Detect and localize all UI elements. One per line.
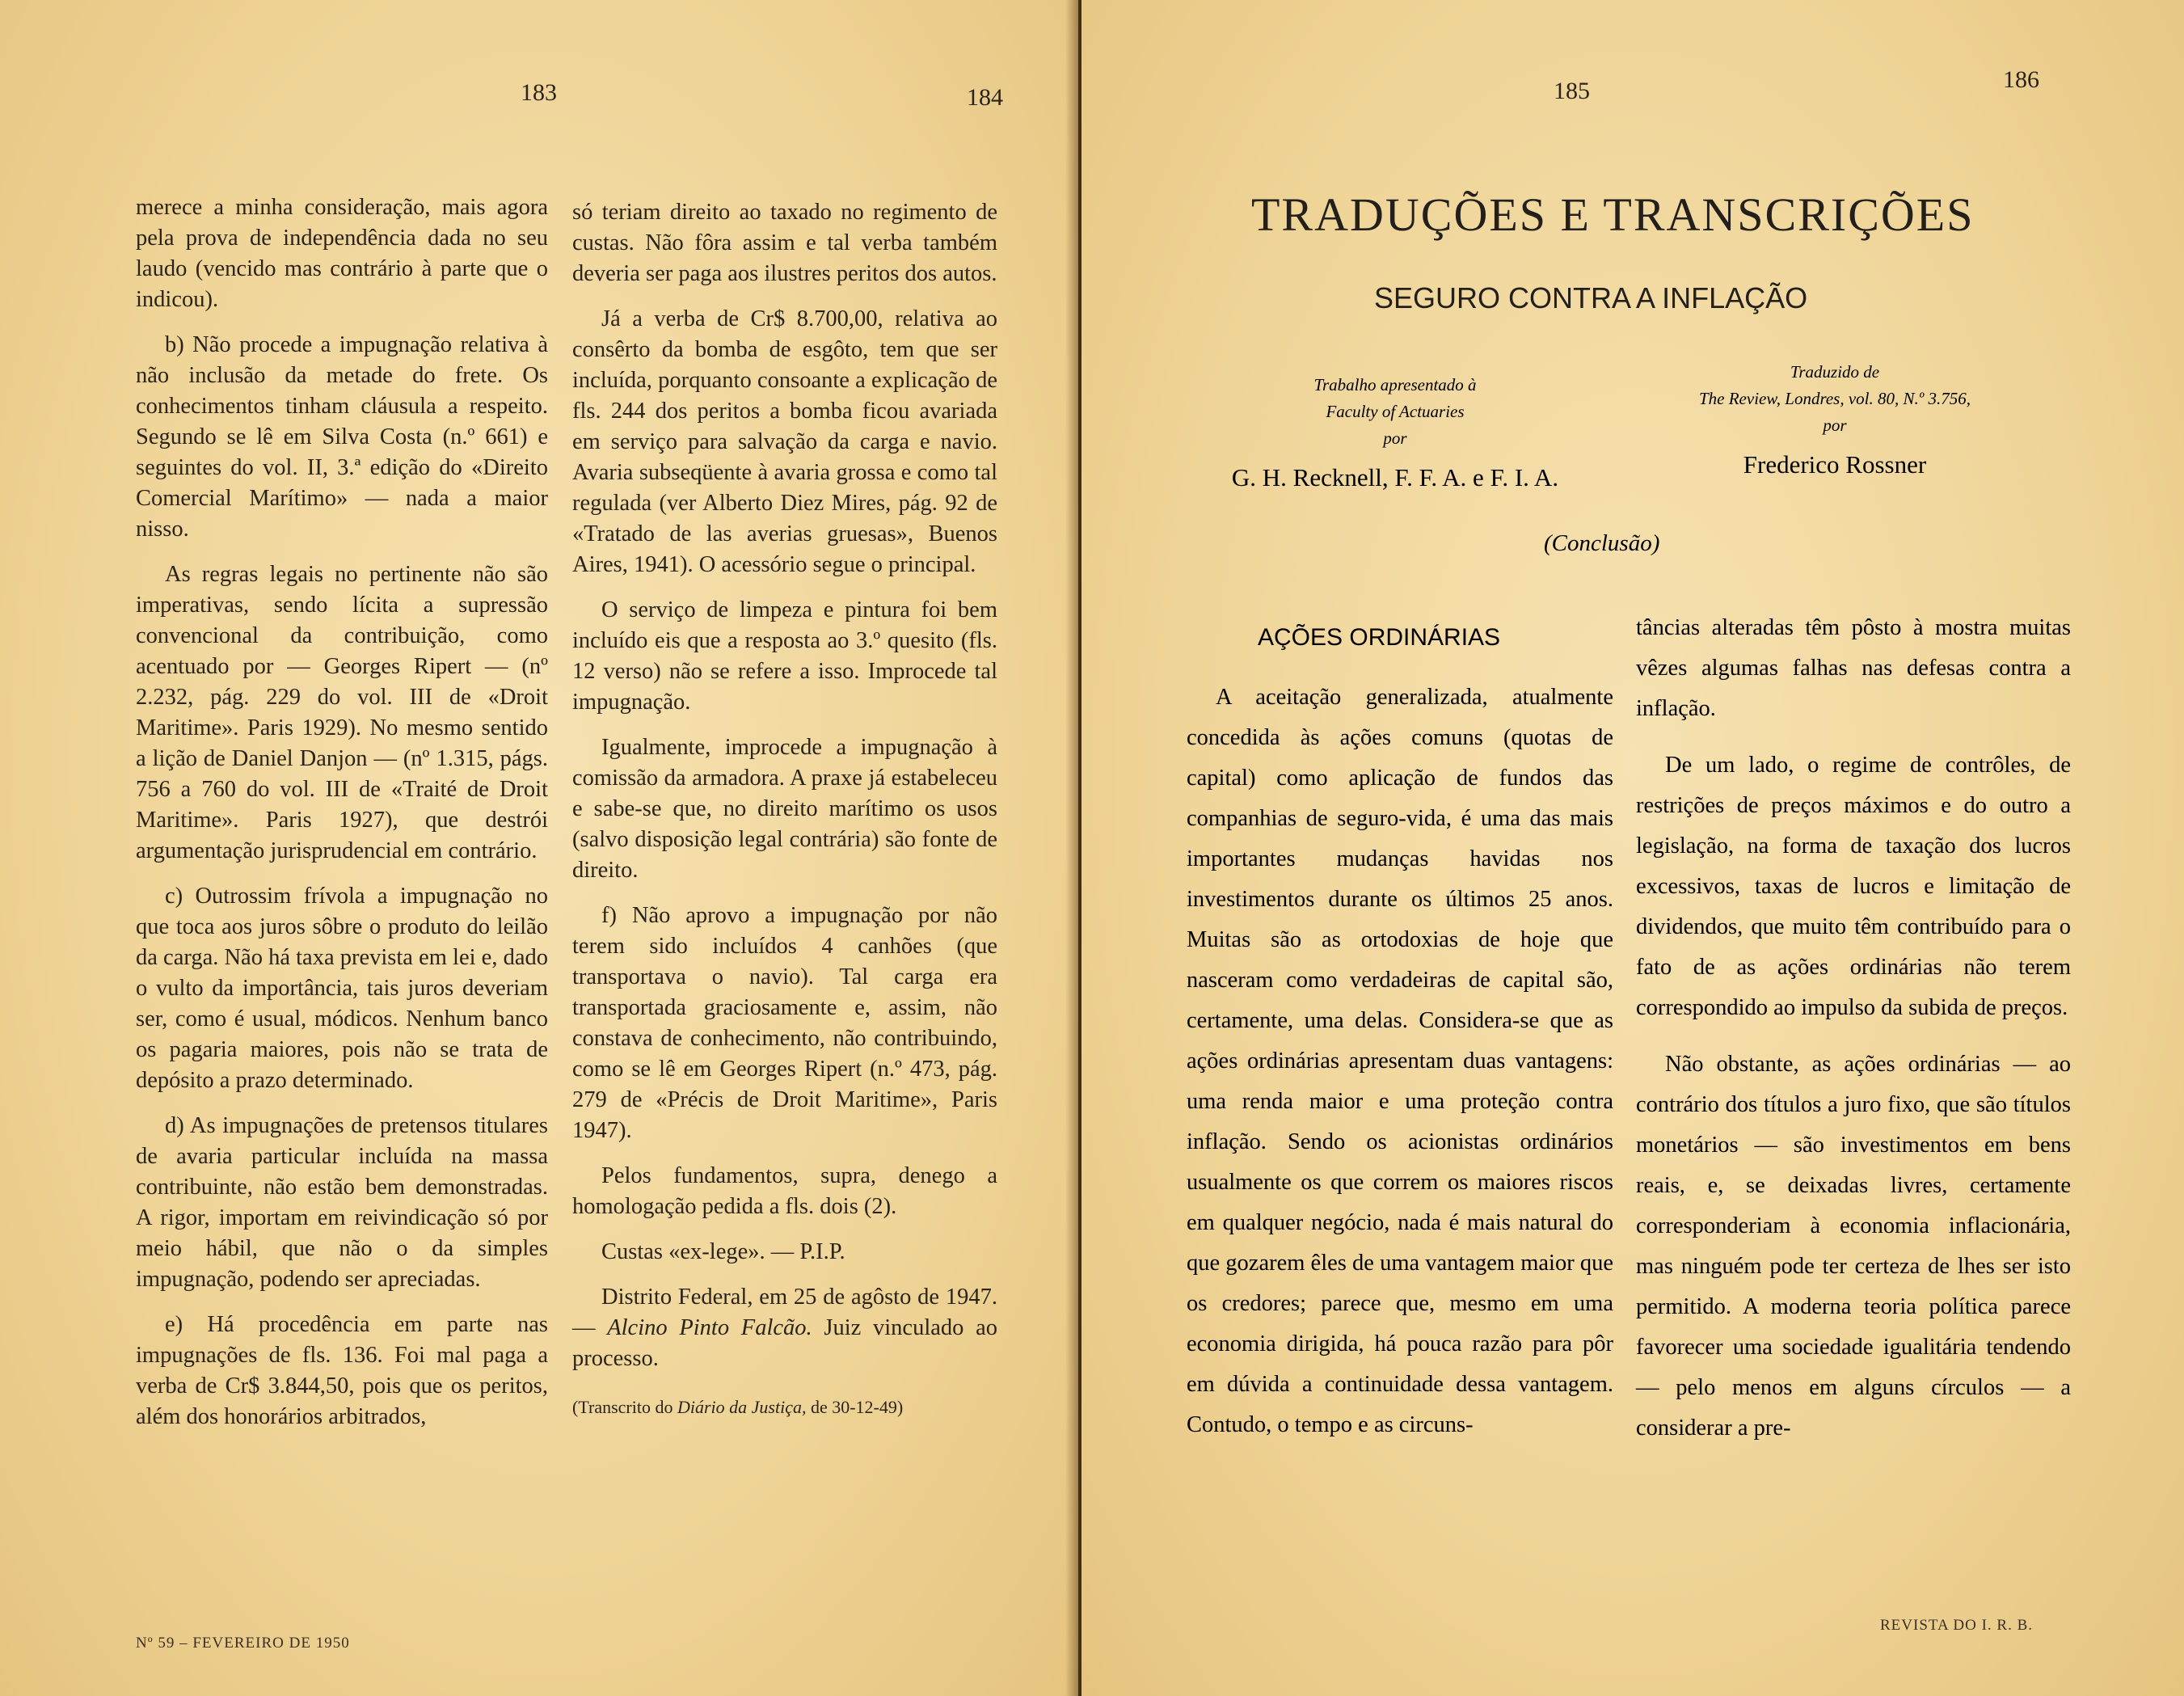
paragraph: Pelos fundamentos, supra, denego a homologação pedida a fls. dois (2). [572, 1163, 997, 1219]
author-credit: Trabalho apresentado à Faculty of Actuaries por G. H. Recknell, F. F. A. e F. I. A. [1193, 372, 1597, 496]
translator-credit: Traduzido de The Review, Londres, vol. 80, N.º 3.756, por Frederico Rossner [1625, 359, 2045, 483]
author-name: G. H. Recknell, F. F. A. e F. I. A. [1231, 463, 1559, 492]
page-number-183: 183 [521, 79, 557, 106]
article-title: SEGURO CONTRA A INFLAÇÃO [1374, 281, 1808, 314]
column-page-186 [1636, 608, 2071, 1465]
subsection-title: AÇÕES ORDINÁRIAS [1258, 624, 1501, 651]
paragraph: só teriam direito ao taxado no regimento de custas. Não fôra assim e tal verba também deveria ser paga aos ilustres peritos dos autos. [572, 200, 997, 286]
column-page-183 [136, 192, 548, 1447]
left-page [0, 0, 1078, 1696]
paragraph: Já a verba de Cr$ 8.700,00, relativa ao consêrto da bomba de esgôto, tem que ser incluída, porquanto consoante a explicação de fls. 244 dos peritos a bomba ficou avariada em serviço para salvação da carga e navio. Avaria subseqüente à avaria grossa e como tal regulada (ver Alberto Diez Mires, pág. 92 de «Tratado de las averias gruesas», Buenos Aires, 1941). O acessório segue o principal. [572, 306, 997, 577]
paragraph: Igualmente, improcede a impugnação à comissão da armadora. A praxe já estabeleceu e sabe-se que, no direito marítimo os usos (salvo disposição legal contrária) são fonte de direito. [572, 735, 997, 883]
paragraph: merece a minha consideração, mais agora pela prova de independência dada no seu laudo (vencido mas contrário à parte que o indicou). [136, 195, 548, 312]
page-number-185: 185 [1554, 78, 1590, 104]
paragraph: Não obstante, as ações ordinárias — ao contrário dos títulos a juro fixo, que são títulos monetários — são investimentos em bens reais, e, se deixadas livres, certamente corresponderiam à economia inflacionária, mas ninguém pode ter certeza de lhes ser isto permitido. A moderna teoria política parece favorecer uma sociedade igualitária tendendo — pelo menos em alguns círculos — a considerar a pre- [1636, 1052, 2071, 1441]
footer-journal: REVISTA DO I. R. B. [1880, 1617, 2034, 1634]
paragraph: O serviço de limpeza e pintura foi bem incluído eis que a resposta ao 3.º quesito (fls. 12 verso) não se refere a isso. Improcede tal impugnação. [572, 597, 997, 715]
paragraph: d) As impugnações de pretensos titulares de avaria particular incluída na massa contribuinte, não estão bem demonstradas. A rigor, importam em reivindicação só por meio hábil, que não o da simples impugnação, podendo ser apreciadas. [136, 1113, 548, 1292]
column-page-185 [1187, 677, 1613, 1462]
paragraph: b) Não procede a impugnação relativa à não inclusão da metade do frete. Os conhecimentos tinham cláusula a respeito. Segundo se lê em Silva Costa (n.º 661) e seguintes do vol. II, 3.ª edição do «Direito Comercial Marítimo» — nada a maior nisso. [136, 332, 548, 542]
paragraph: c) Outrossim frívola a impugnação no que toca aos juros sôbre o produto do leilão da carga. Não há taxa prevista em lei e, dado o vulto da importância, tais juros deveriam ser, como é usual, módicos. Nenhum banco os pagaria maiores, pois não se trata de depósito a prazo determinado. [136, 884, 548, 1093]
page-number-184: 184 [967, 84, 1003, 111]
section-heading: TRADUÇÕES E TRANSCRIÇÕES [1251, 188, 1975, 241]
paragraph: Custas «ex-lege». — P.I.P. [601, 1239, 845, 1264]
column-page-184 [572, 197, 997, 1437]
page-number-186: 186 [2003, 66, 2039, 93]
paragraph: As regras legais no pertinente não são imperativas, sendo lícita a supressão convencional da contribuição, como acentuado por — Georges Ripert — (nº 2.232, pág. 229 do vol. III de «Droit Maritime». Paris 1929). No mesmo sentido a lição de Daniel Danjon — (nº 1.315, págs. 756 a 760 do vol. III de «Traité de Droit Maritime». Paris 1927), que destrói argumentação jurisprudencial em contrário. [136, 562, 548, 863]
paragraph: tâncias alteradas têm pôsto à mostra muitas vêzes algumas falhas nas defesas contra a inflação. [1636, 615, 2071, 721]
footer-issue: Nº 59 – FEVEREIRO DE 1950 [136, 1635, 350, 1652]
closing-paragraph [572, 1282, 997, 1374]
closing-suffix: Juiz vinculado ao processo. [572, 1315, 997, 1371]
paragraph: f) Não aprovo a impugnação por não terem sido incluídos 4 canhões (que transportava o navio). Tal carga era transportada graciosamente e, assim, não constava de conhecimento, não contribuindo, como se lê em Georges Ripert (n.º 473, pág. 279 de «Précis de Droit Maritime», Paris 1947). [572, 903, 997, 1143]
paragraph: A aceitação generalizada, atualmente concedida às ações comuns (quotas de capital) como aplicação de fundos das companhias de seguro-vida, é uma das mais importantes mudanças havidas nos investimentos durante os últimos 25 anos. Muitas são as ortodoxias de hoje que nasceram como verdadeiras de capital são, certamente, uma delas. Considera-se que as ações ordinárias apresentam duas vantagens: uma renda maior e uma proteção contra inflação. Sendo os acionistas ordinários usualmente os que correm os maiores riscos em qualquer negócio, nada é mais natural do que gozarem êles de uma vantagem maior que os credores; parece que, mesmo em uma economia dirigida, há pouca razão para pôr em dúvida a continuidade dessa vantagem. Contudo, o tempo e as circuns- [1187, 685, 1613, 1437]
conclusion-label: (Conclusão) [1544, 530, 1660, 556]
paragraph: De um lado, o regime de contrôles, de restrições de preços máximos e do outro a legislação, na forma de taxação dos lucros excessivos, taxas de lucros e limitação de dividendos, que muito têm contribuído para o fato de as ações ordinárias não terem correspondido ao impulso da subida de preços. [1636, 753, 2071, 1020]
translator-name: Frederico Rossner [1743, 450, 1927, 479]
judge-name: Alcino Pinto Falcão. [607, 1315, 812, 1340]
closing-prefix: Distrito Federal, em 25 de agôsto de 1947. — [572, 1285, 997, 1340]
paragraph: e) Há procedência em parte nas impugnações de fls. 136. Foi mal paga a verba de Cr$ 3.844,50, pois que os peritos, além dos honorários arbitrados, [136, 1312, 548, 1429]
source-note: (Transcrito do Diário da Justiça, de 30-12-49) [572, 1397, 904, 1417]
